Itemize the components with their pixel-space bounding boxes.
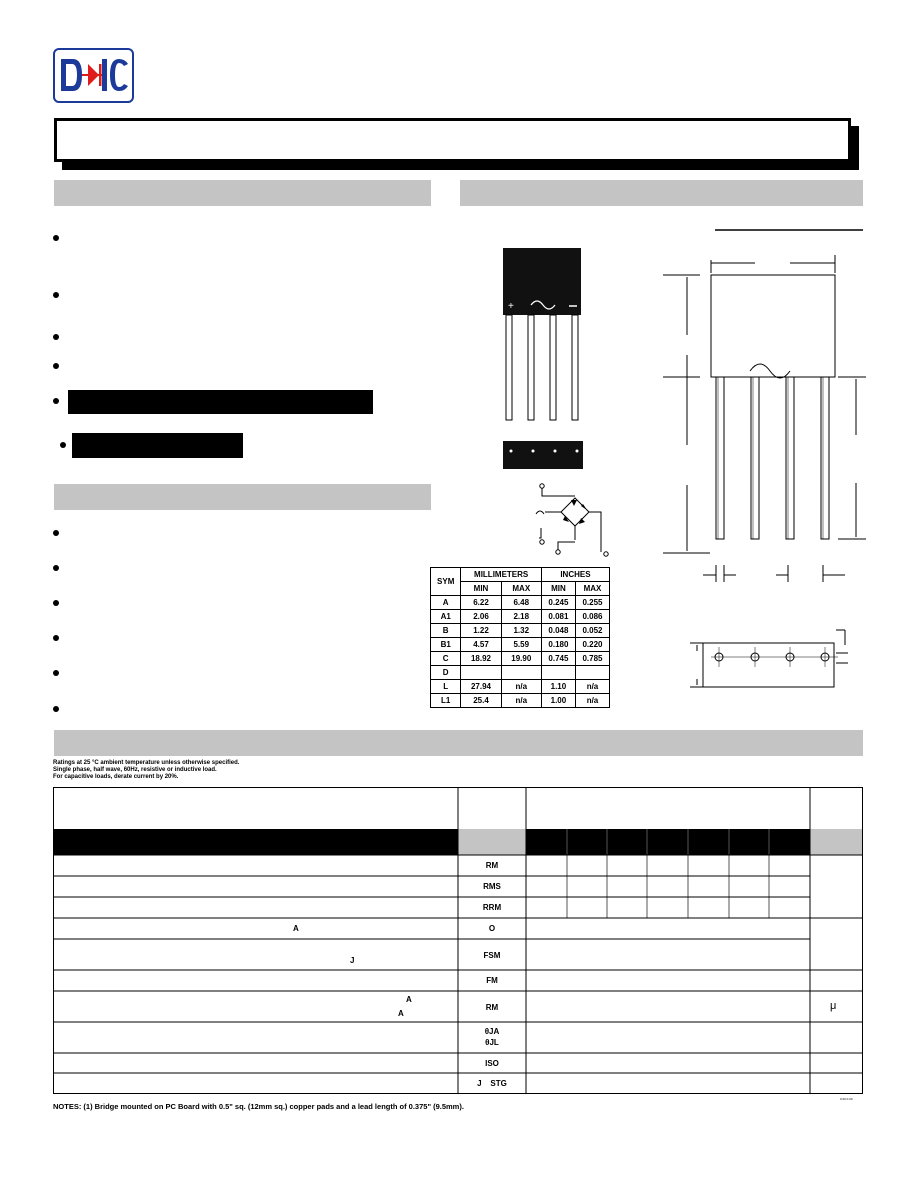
dim-cell-in-max: 0.086 [575,610,609,624]
ratings-notes [53,760,239,781]
ratings-note-2: Single phase, half wave, 60Hz, resistive or inductive load. [53,767,217,773]
dim-row [431,624,610,638]
param-fragment-a2: A [406,995,412,1004]
doc-code: 0.00 0.00 [840,1097,853,1101]
dim-row [431,610,610,624]
dim-header-sym: SYM [431,568,461,596]
dim-cell-in-max: 0.255 [575,596,609,610]
feature-bullet [53,398,59,404]
feature-bullet [53,235,59,241]
dim-cell-mm-min: 6.22 [461,596,501,610]
feature-bullet [53,292,59,298]
mechanical-bullet [53,706,59,712]
dim-cell-mm-min: 4.57 [461,638,501,652]
redacted-feature-bar [68,390,373,414]
symbol-rms: RMS [483,882,501,891]
symbol-rm: RM [485,861,499,870]
mechanical-bullet [53,565,59,571]
dim-cell-sym: A [431,596,461,610]
dim-cell-mm-max: n/a [501,694,541,708]
title-box [54,118,851,162]
dim-cell-mm-min: 25.4 [461,694,501,708]
mechanical-bullet [53,670,59,676]
dim-cell-in-max: 0.220 [575,638,609,652]
dim-row [431,666,610,680]
dim-cell-mm-max: 2.18 [501,610,541,624]
dim-cell-sym: B [431,624,461,638]
dim-cell-mm-min: 27.94 [461,680,501,694]
feature-bullet [53,334,59,340]
dim-header-max: MAX [575,582,609,596]
redacted-feature-bar [72,433,243,458]
dim-cell-sym: L1 [431,694,461,708]
dim-row [431,694,610,708]
dim-row [431,680,610,694]
dim-header-min: MIN [541,582,575,596]
dim-row [431,652,610,666]
symbol-o: O [488,924,496,933]
ratings-header-bar [54,730,863,756]
package-bottom-view [501,440,587,470]
dim-row [431,596,610,610]
dim-cell-in-min: 0.081 [541,610,575,624]
company-logo [53,48,134,103]
dim-header-min: MIN [461,582,501,596]
dim-cell-in-max [575,666,609,680]
package-outline-drawing [660,225,870,695]
symbol-rrm: RRM [482,903,502,912]
dim-header-max: MAX [501,582,541,596]
dim-cell-in-min: 1.10 [541,680,575,694]
footnote: NOTES: (1) Bridge mounted on PC Board with 0.5" sq. (12mm sq.) copper pads and a lead length of 0.375" (9.5mm). [53,1102,464,1111]
dim-cell-sym: L [431,680,461,694]
dim-cell-mm-min [461,666,501,680]
dim-cell-in-min [541,666,575,680]
dim-cell-sym: A1 [431,610,461,624]
dim-cell-in-min: 0.245 [541,596,575,610]
dim-cell-mm-max [501,666,541,680]
feature-bullet [53,363,59,369]
dim-header-inches: INCHES [541,568,609,582]
dim-cell-mm-max: 19.90 [501,652,541,666]
symbol-fsm: FSM [483,951,501,960]
dim-header-mm: MILLIMETERS [461,568,542,582]
dim-cell-in-max: n/a [575,694,609,708]
package-photo-drawing [495,245,590,425]
dim-cell-in-min: 0.745 [541,652,575,666]
symbol-iso: ISO [485,1059,499,1068]
dim-cell-in-min: 0.180 [541,638,575,652]
dim-cell-in-max: 0.785 [575,652,609,666]
bridge-schematic-icon [533,478,613,560]
dim-cell-mm-max: 1.32 [501,624,541,638]
ratings-note-3: For capacitive loads, derate current by 20%. [53,774,179,780]
param-fragment-a: A [293,924,299,933]
dim-cell-mm-max: 5.59 [501,638,541,652]
param-fragment-a3: A [398,1009,404,1018]
dimension-table [430,567,610,708]
symbol-rm-2: RM [485,1003,499,1012]
dim-cell-mm-min: 1.22 [461,624,501,638]
symbol-theta: θJA θJL [484,1027,500,1047]
dim-cell-sym: D [431,666,461,680]
dim-cell-mm-min: 18.92 [461,652,501,666]
dim-cell-in-min: 1.00 [541,694,575,708]
dim-cell-mm-max: 6.48 [501,596,541,610]
logo-mark-icon [55,50,132,101]
dim-cell-in-max: 0.052 [575,624,609,638]
plus-symbol: + [508,301,514,312]
mechanical-bullet [53,530,59,536]
dim-cell-in-max: n/a [575,680,609,694]
dim-cell-mm-min: 2.06 [461,610,501,624]
ratings-table [53,787,863,1094]
mechanical-bullet [53,635,59,641]
param-fragment-j: J [350,956,355,965]
features-header-bar [54,180,431,206]
package-header-bar [460,180,863,206]
dim-row [431,638,610,652]
dim-cell-sym: C [431,652,461,666]
feature-bullet [60,442,66,448]
mechanical-bullet [53,600,59,606]
ratings-note-1: Ratings at 25 °C ambient temperature unless otherwise specified. [53,760,240,766]
symbol-j-stg: J STG [477,1079,507,1088]
dim-cell-in-min: 0.048 [541,624,575,638]
dim-cell-mm-max: n/a [501,680,541,694]
mechanical-header-bar [54,484,431,510]
symbol-fm: FM [486,976,498,985]
dim-cell-sym: B1 [431,638,461,652]
unit-mu: μ [830,1000,837,1012]
